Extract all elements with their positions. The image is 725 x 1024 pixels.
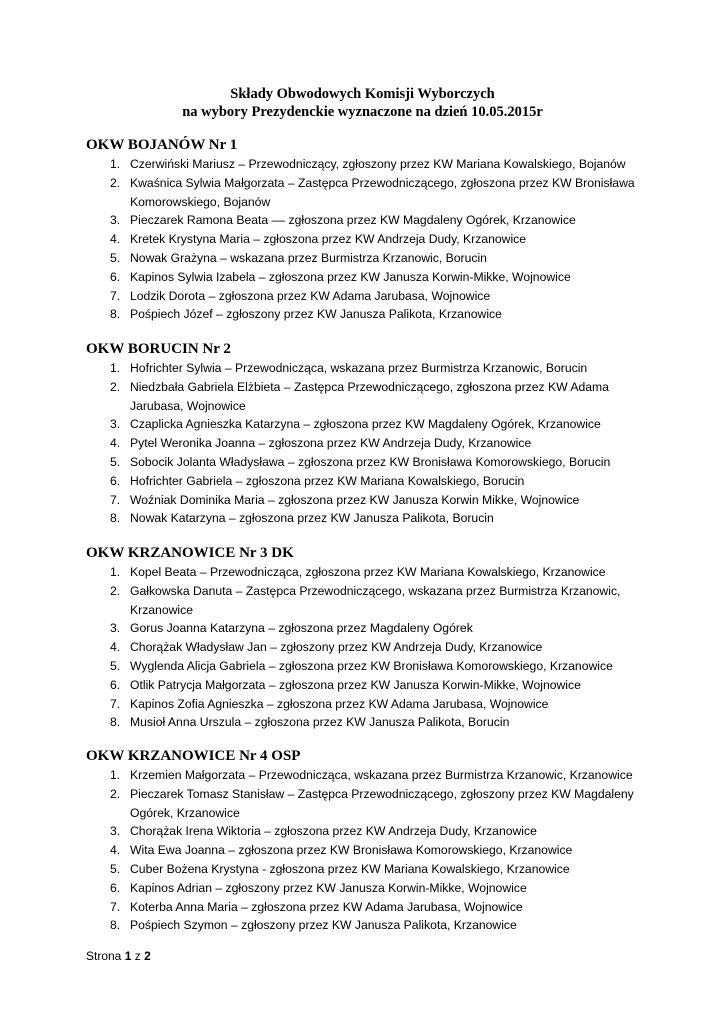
page-footer (86, 948, 151, 964)
list-item (86, 211, 646, 230)
item-number: 6. (110, 677, 121, 692)
item-text: Niedzbała Gabriela Elżbieta – Zastępca Przewodniczącego, zgłoszona przez KW Adama Jarubasa, Wojnowice (130, 379, 609, 413)
item-text: Cuber Bożena Krystyna - zgłoszona przez KW Mariana Kowalskiego, Krzanowice (130, 861, 570, 876)
item-number: 1. (110, 361, 121, 375)
list-item (86, 563, 646, 582)
item-number: 3. (110, 213, 121, 228)
item-number: 1. (110, 768, 121, 782)
list-item (86, 509, 646, 528)
section-okw-1 (86, 136, 646, 324)
item-number: 6. (110, 880, 121, 895)
list-item (86, 472, 646, 491)
list-item (86, 582, 646, 620)
section-okw-3 (86, 544, 646, 732)
item-number: 2. (110, 786, 121, 801)
list-item (86, 766, 646, 785)
list-item (86, 174, 646, 212)
item-number: 3. (110, 417, 121, 432)
item-text: Musioł Anna Urszula – zgłoszona przez KW Janusza Palikota, Borucin (130, 715, 510, 730)
item-number: 4. (110, 843, 121, 858)
item-text: Krzemien Małgorzata – Przewodnicząca, wskazana przez Burmistrza Krzanowic, Krzanowice (130, 768, 633, 782)
footer-current-page: 1 (124, 949, 132, 963)
member-list (86, 563, 646, 732)
item-text: Kretek Krystyna Maria – zgłoszona przez KW Andrzeja Dudy, Krzanowice (130, 232, 527, 247)
list-item (86, 676, 646, 695)
item-text: Pośpiech Szymon – zgłoszony przez KW Janusza Palikota, Krzanowice (130, 918, 517, 933)
item-number: 1. (110, 565, 121, 579)
item-number: 2. (110, 583, 121, 598)
item-text: Hofrichter Gabriela – zgłoszona przez KW Mariana Kowalskiego, Borucin (130, 473, 525, 488)
list-item (86, 785, 646, 823)
item-number: 8. (110, 715, 121, 730)
item-text: Kwaśnica Sylwia Małgorzata – Zastępca Przewodniczącego, zgłoszona przez KW Bronisława Komorowskiego, Bojanów (130, 175, 635, 209)
list-item (86, 287, 646, 306)
item-text: Pośpiech Józef – zgłoszony przez KW Janusza Palikota, Krzanowice (130, 307, 502, 322)
item-text: Czaplicka Agnieszka Katarzyna – zgłoszona przez KW Magdaleny Ogórek, Krzanowice (130, 417, 601, 432)
item-text: Nowak Katarzyna – zgłoszona przez KW Janusza Palikota, Borucin (130, 511, 494, 526)
item-text: Chorążak Irena Wiktoria – zgłoszona przez KW Andrzeja Dudy, Krzanowice (130, 824, 537, 839)
item-number: 4. (110, 640, 121, 655)
list-item (86, 305, 646, 324)
section-okw-2 (86, 340, 646, 528)
list-item (86, 841, 646, 860)
item-number: 3. (110, 621, 121, 636)
list-item (86, 230, 646, 249)
item-number: 2. (110, 379, 121, 394)
list-item (86, 695, 646, 714)
section-okw-4 (86, 747, 646, 935)
list-item (86, 822, 646, 841)
list-item (86, 879, 646, 898)
item-text: Hofrichter Sylwia – Przewodnicząca, wskazana przez Burmistrza Krzanowic, Borucin (130, 361, 588, 375)
list-item (86, 713, 646, 732)
item-number: 7. (110, 899, 121, 914)
item-number: 1. (110, 157, 121, 171)
item-number: 8. (110, 511, 121, 526)
item-number: 7. (110, 492, 121, 507)
list-item (86, 898, 646, 917)
document-title-line-2: na wybory Prezydenckie wyznaczone na dzień 10.05.2015r (182, 104, 543, 120)
item-number: 5. (110, 250, 121, 265)
item-text: Kopel Beata – Przewodnicząca, zgłoszona przez KW Mariana Kowalskiego, Krzanowice (130, 565, 606, 579)
list-item (86, 916, 646, 935)
list-item (86, 491, 646, 510)
item-number: 5. (110, 454, 121, 469)
section-heading: OKW KRZANOWICE Nr 3 DK (86, 545, 294, 561)
item-text: Pieczarek Tomasz Stanisław – Zastępca Przewodniczącego, zgłoszony przez KW Magdaleny Ogórek, Krzanowice (130, 786, 634, 820)
item-text: Kapinos Zofia Agnieszka – zgłoszona przez KW Adama Jarubasa, Wojnowice (130, 696, 549, 711)
item-number: 4. (110, 232, 121, 247)
item-text: Pieczarek Ramona Beata –– zgłoszona przez KW Magdaleny Ogórek, Krzanowice (130, 213, 576, 228)
item-text: Lodzik Dorota – zgłoszona przez KW Adama Jarubasa, Wojnowice (130, 288, 491, 303)
member-list (86, 359, 646, 528)
item-text: Koterba Anna Maria – zgłoszona przez KW Adama Jarubasa, Wojnowice (130, 899, 523, 914)
member-list (86, 155, 646, 324)
list-item (86, 359, 646, 378)
item-number: 6. (110, 473, 121, 488)
item-number: 8. (110, 918, 121, 933)
item-number: 6. (110, 269, 121, 284)
item-text: Czerwiński Mariusz – Przewodniczący, zgłoszony przez KW Mariana Kowalskiego, Bojanów (130, 157, 626, 171)
list-item (86, 268, 646, 287)
document-title-line-1: Składy Obwodowych Komisji Wyborczych (230, 86, 495, 102)
list-item (86, 860, 646, 879)
item-text: Otlik Patrycja Małgorzata – zgłoszona przez KW Janusza Korwin-Mikke, Wojnowice (130, 677, 581, 692)
item-text: Woźniak Dominika Maria – zgłoszona przez KW Janusza Korwin Mikke, Wojnowice (130, 492, 580, 507)
item-text: Gorus Joanna Katarzyna – zgłoszona przez Magdaleny Ogórek (130, 621, 473, 636)
item-text: Kapinos Adrian – zgłoszony przez KW Janusza Korwin-Mikke, Wojnowice (130, 880, 527, 895)
list-item (86, 657, 646, 676)
item-text: Pytel Weronika Joanna – zgłoszona przez KW Andrzeja Dudy, Krzanowice (130, 436, 532, 451)
section-heading: OKW KRZANOWICE Nr 4 OSP (86, 748, 301, 764)
item-text: Kapinos Sylwia Izabela – zgłoszona przez KW Janusza Korwin-Mikke, Wojnowice (130, 269, 571, 284)
list-item (86, 619, 646, 638)
item-text: Nowak Grażyna – wskazana przez Burmistrza Krzanowic, Borucin (130, 250, 487, 265)
footer-prefix: Strona (86, 949, 122, 963)
item-number: 7. (110, 696, 121, 711)
item-number: 5. (110, 861, 121, 876)
section-heading: OKW BORUCIN Nr 2 (86, 341, 231, 357)
item-text: Chorążak Władysław Jan – zgłoszony przez KW Andrzeja Dudy, Krzanowice (130, 640, 543, 655)
list-item (86, 155, 646, 174)
section-heading: OKW BOJANÓW Nr 1 (86, 137, 238, 153)
item-text: Gałkowska Danuta – Zastępca Przewodniczącego, wskazana przez Burmistrza Krzanowic, Krzanowice (130, 583, 621, 617)
list-item (86, 434, 646, 453)
item-number: 5. (110, 658, 121, 673)
list-item (86, 638, 646, 657)
item-number: 4. (110, 436, 121, 451)
list-item (86, 249, 646, 268)
item-text: Wita Ewa Joanna – zgłoszona przez KW Bronisława Komorowskiego, Krzanowice (130, 843, 573, 858)
footer-separator: z (134, 949, 141, 963)
member-list (86, 766, 646, 935)
item-number: 8. (110, 307, 121, 322)
item-text: Wyglenda Alicja Gabriela – zgłoszona przez KW Bronisława Komorowskiego, Krzanowice (130, 658, 613, 673)
list-item (86, 378, 646, 416)
item-text: Sobocik Jolanta Władysława – zgłoszona przez KW Bronisława Komorowskiego, Borucin (130, 454, 611, 469)
list-item (86, 415, 646, 434)
item-number: 2. (110, 175, 121, 190)
footer-total-pages: 2 (144, 949, 151, 963)
list-item (86, 453, 646, 472)
item-number: 3. (110, 824, 121, 839)
item-number: 7. (110, 288, 121, 303)
